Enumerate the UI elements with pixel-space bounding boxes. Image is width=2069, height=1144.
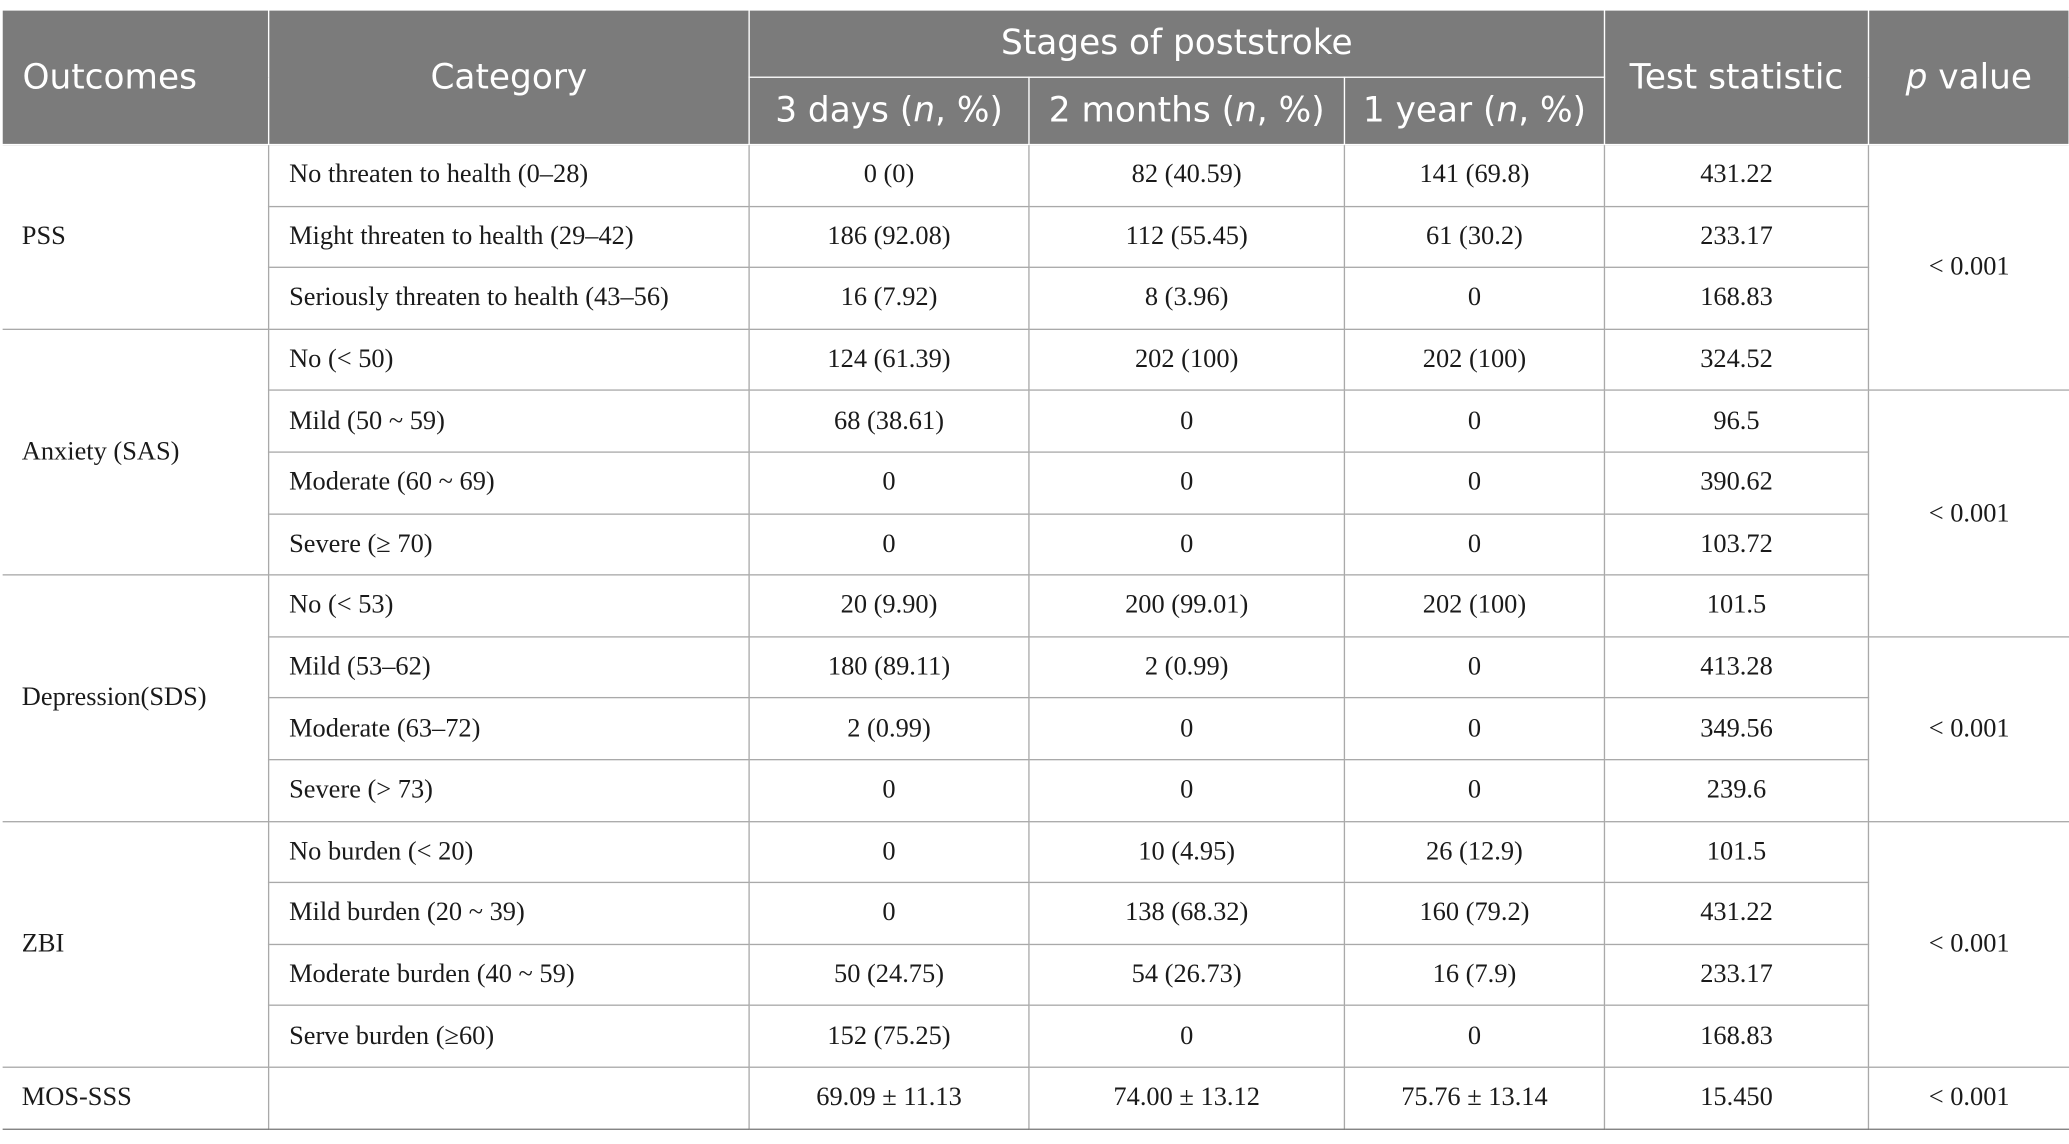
value-1-year: 202 (100) — [1344, 329, 1604, 391]
test-statistic: 431.22 — [1605, 145, 1869, 207]
value-3-days: 16 (7.92) — [749, 268, 1029, 330]
value-3-days: 180 (89.11) — [749, 637, 1029, 699]
value-1-year: 0 — [1344, 760, 1604, 822]
table-row — [2, 760, 2069, 822]
value-3-days: 20 (9.90) — [749, 575, 1029, 637]
value-3-days: 0 — [749, 514, 1029, 576]
value-2-months: 54 (26.73) — [1029, 944, 1344, 1006]
p-value: < 0.001 — [1869, 391, 2069, 637]
value-3-days: 0 — [749, 883, 1029, 945]
category-cell: Moderate (63–72) — [269, 698, 749, 760]
value-2-months: 202 (100) — [1029, 329, 1344, 391]
test-statistic: 168.83 — [1605, 1006, 1869, 1068]
test-statistic: 390.62 — [1605, 452, 1869, 514]
value-3-days: 69.09 ± 11.13 — [749, 1067, 1029, 1129]
header-3-days: 3 days (n, %) — [749, 77, 1029, 144]
outcome-zbi: ZBI — [2, 821, 269, 1067]
value-1-year: 0 — [1344, 391, 1604, 453]
value-1-year: 0 — [1344, 1006, 1604, 1068]
value-2-months: 0 — [1029, 698, 1344, 760]
category-cell: Moderate (60 ~ 69) — [269, 452, 749, 514]
category-cell: Severe (≥ 70) — [269, 514, 749, 576]
value-1-year: 26 (12.9) — [1344, 821, 1604, 883]
value-1-year: 202 (100) — [1344, 575, 1604, 637]
test-statistic: 101.5 — [1605, 821, 1869, 883]
category-cell: Mild (53–62) — [269, 637, 749, 699]
header-category: Category — [269, 10, 749, 145]
header-2-months: 2 months (n, %) — [1029, 77, 1344, 144]
value-1-year: 0 — [1344, 514, 1604, 576]
header-outcomes: Outcomes — [2, 10, 269, 145]
value-2-months: 138 (68.32) — [1029, 883, 1344, 945]
value-1-year: 160 (79.2) — [1344, 883, 1604, 945]
value-2-months: 200 (99.01) — [1029, 575, 1344, 637]
category-cell: Seriously threaten to health (43–56) — [269, 268, 749, 330]
category-cell: No threaten to health (0–28) — [269, 145, 749, 207]
test-statistic: 233.17 — [1605, 206, 1869, 268]
test-statistic: 96.5 — [1605, 391, 1869, 453]
test-statistic: 15.450 — [1605, 1067, 1869, 1129]
table-row — [2, 944, 2069, 1006]
table-row — [2, 883, 2069, 945]
value-2-months: 10 (4.95) — [1029, 821, 1344, 883]
test-statistic: 101.5 — [1605, 575, 1869, 637]
test-statistic: 413.28 — [1605, 637, 1869, 699]
value-3-days: 50 (24.75) — [749, 944, 1029, 1006]
table-row — [2, 1006, 2069, 1068]
category-cell: Mild burden (20 ~ 39) — [269, 883, 749, 945]
test-statistic: 431.22 — [1605, 883, 1869, 945]
results-table — [1, 9, 2069, 1129]
outcome-pss: PSS — [2, 145, 269, 330]
outcome-anxiety: Anxiety (SAS) — [2, 329, 269, 575]
value-2-months: 0 — [1029, 452, 1344, 514]
header-1-year: 1 year (n, %) — [1344, 77, 1604, 144]
value-1-year: 141 (69.8) — [1344, 145, 1604, 207]
value-1-year: 16 (7.9) — [1344, 944, 1604, 1006]
value-3-days: 124 (61.39) — [749, 329, 1029, 391]
value-2-months: 8 (3.96) — [1029, 268, 1344, 330]
table-row — [2, 821, 2069, 883]
value-1-year: 0 — [1344, 268, 1604, 330]
header-p-value — [1869, 10, 2069, 145]
value-3-days: 0 — [749, 821, 1029, 883]
test-statistic: 324.52 — [1605, 329, 1869, 391]
outcome-mos-sss: MOS-SSS — [2, 1067, 269, 1129]
value-1-year: 61 (30.2) — [1344, 206, 1604, 268]
value-1-year: 0 — [1344, 698, 1604, 760]
table-row — [2, 698, 2069, 760]
test-statistic: 239.6 — [1605, 760, 1869, 822]
value-2-months: 0 — [1029, 760, 1344, 822]
table-row — [2, 329, 2069, 391]
table-row — [2, 206, 2069, 268]
category-cell: No (< 50) — [269, 329, 749, 391]
value-3-days: 152 (75.25) — [749, 1006, 1029, 1068]
value-2-months: 82 (40.59) — [1029, 145, 1344, 207]
category-cell: Mild (50 ~ 59) — [269, 391, 749, 453]
category-cell: No burden (< 20) — [269, 821, 749, 883]
value-3-days: 0 — [749, 452, 1029, 514]
value-2-months: 0 — [1029, 1006, 1344, 1068]
table-row — [2, 1067, 2069, 1129]
value-1-year: 75.76 ± 13.14 — [1344, 1067, 1604, 1129]
value-3-days: 2 (0.99) — [749, 698, 1029, 760]
table-row — [2, 391, 2069, 453]
value-2-months: 0 — [1029, 514, 1344, 576]
category-cell: Serve burden (≥60) — [269, 1006, 749, 1068]
p-value-text: value — [1927, 57, 2033, 98]
category-cell — [269, 1067, 749, 1129]
table-row — [2, 452, 2069, 514]
value-2-months: 74.00 ± 13.12 — [1029, 1067, 1344, 1129]
test-statistic: 168.83 — [1605, 268, 1869, 330]
category-cell: Severe (> 73) — [269, 760, 749, 822]
value-3-days: 0 — [749, 760, 1029, 822]
test-statistic: 103.72 — [1605, 514, 1869, 576]
p-value: < 0.001 — [1869, 145, 2069, 391]
test-statistic: 233.17 — [1605, 944, 1869, 1006]
table-row — [2, 575, 2069, 637]
outcome-depression: Depression(SDS) — [2, 575, 269, 821]
value-2-months: 2 (0.99) — [1029, 637, 1344, 699]
test-statistic: 349.56 — [1605, 698, 1869, 760]
p-value: < 0.001 — [1869, 1067, 2069, 1129]
p-italic: p — [1905, 57, 1928, 98]
value-3-days: 68 (38.61) — [749, 391, 1029, 453]
header-stages: Stages of poststroke — [749, 10, 1604, 77]
category-cell: No (< 53) — [269, 575, 749, 637]
category-cell: Moderate burden (40 ~ 59) — [269, 944, 749, 1006]
value-2-months: 112 (55.45) — [1029, 206, 1344, 268]
header-test-statistic: Test statistic — [1605, 10, 1869, 145]
category-cell: Might threaten to health (29–42) — [269, 206, 749, 268]
value-3-days: 186 (92.08) — [749, 206, 1029, 268]
table-row — [2, 268, 2069, 330]
value-1-year: 0 — [1344, 452, 1604, 514]
value-3-days: 0 (0) — [749, 145, 1029, 207]
value-2-months: 0 — [1029, 391, 1344, 453]
p-value: < 0.001 — [1869, 637, 2069, 822]
table-row — [2, 637, 2069, 699]
table-row — [2, 145, 2069, 207]
table-row — [2, 514, 2069, 576]
p-value: < 0.001 — [1869, 821, 2069, 1067]
value-1-year: 0 — [1344, 637, 1604, 699]
